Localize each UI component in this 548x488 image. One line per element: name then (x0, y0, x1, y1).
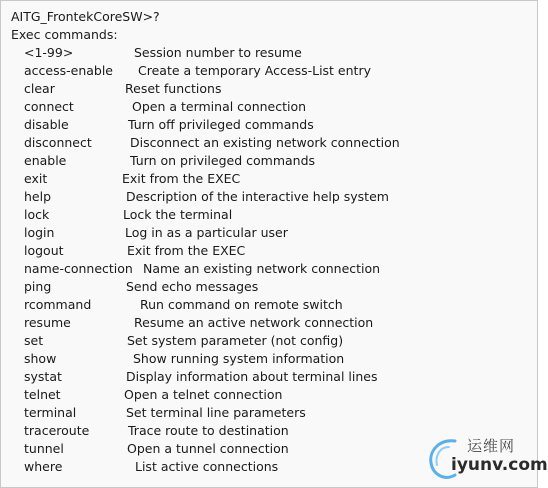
command-name: lock (24, 207, 50, 222)
prompt-line: AITG_FrontekCoreSW>? (11, 9, 160, 24)
command-row (1, 278, 537, 296)
command-name: tunnel (24, 441, 64, 456)
command-row (1, 260, 537, 278)
command-row (1, 152, 537, 170)
command-name: telnet (24, 387, 61, 402)
command-row (1, 314, 537, 332)
command-row (1, 386, 537, 404)
command-name: login (24, 225, 55, 240)
command-name: terminal (24, 405, 77, 420)
command-name: ping (24, 279, 52, 294)
command-name: exit (24, 171, 48, 186)
command-description: Session number to resume (134, 45, 302, 60)
command-name: connect (24, 99, 74, 114)
command-name: <1-99> (24, 45, 74, 60)
command-description: Display information about terminal lines (126, 369, 378, 384)
command-name: resume (24, 315, 71, 330)
command-row (1, 44, 537, 62)
command-name: set (24, 333, 44, 348)
command-name: access-enable (24, 63, 114, 78)
command-description: Resume an active network connection (134, 315, 374, 330)
command-description: Turn off privileged commands (128, 117, 314, 132)
command-row (1, 296, 537, 314)
command-name: rcommand (24, 297, 92, 312)
command-name: disconnect (24, 135, 92, 150)
command-description: Log in as a particular user (125, 225, 288, 240)
command-row (1, 134, 537, 152)
command-row (1, 98, 537, 116)
command-name: disable (24, 117, 69, 132)
command-description: Disconnect an existing network connection (130, 135, 400, 150)
command-row (1, 332, 537, 350)
command-name: clear (24, 81, 55, 96)
command-row (1, 242, 537, 260)
command-description: List active connections (135, 459, 279, 474)
command-name: show (24, 351, 57, 366)
command-row (1, 188, 537, 206)
command-name: where (24, 459, 63, 474)
command-row (1, 224, 537, 242)
command-description: Exit from the EXEC (127, 243, 246, 258)
command-description: Send echo messages (126, 279, 259, 294)
command-name: logout (24, 243, 64, 258)
command-description: Lock the terminal (123, 207, 233, 222)
command-description: Set system parameter (not config) (127, 333, 344, 348)
command-description: Open a terminal connection (132, 99, 307, 114)
command-description: Create a temporary Access-List entry (138, 63, 371, 78)
exec-commands-header: Exec commands: (11, 27, 118, 42)
site-watermark (425, 433, 548, 483)
command-description: Turn on privileged commands (130, 153, 316, 168)
command-description: Open a tunnel connection (127, 441, 289, 456)
command-name: name-connection (24, 261, 133, 276)
watermark-cn-text: 运维网 (467, 437, 516, 455)
command-row (1, 404, 537, 422)
command-description: Set terminal line parameters (126, 405, 306, 420)
watermark-en-text: iyunv.com (451, 455, 548, 475)
command-description: Open a telnet connection (124, 387, 283, 402)
command-description: Reset functions (125, 81, 222, 96)
command-row (1, 62, 537, 80)
command-description: Trace route to destination (128, 423, 289, 438)
command-description: Description of the interactive help system (126, 189, 389, 204)
command-description: Name an existing network connection (143, 261, 381, 276)
command-name: enable (24, 153, 67, 168)
command-row (1, 80, 537, 98)
command-description: Show running system information (133, 351, 345, 366)
command-name: help (24, 189, 52, 204)
command-row (1, 368, 537, 386)
command-description: Run command on remote switch (140, 297, 343, 312)
command-row (1, 170, 537, 188)
command-description: Exit from the EXEC (122, 171, 241, 186)
command-name: systat (24, 369, 62, 384)
command-name: traceroute (24, 423, 90, 438)
command-row (1, 206, 537, 224)
command-row (1, 350, 537, 368)
command-row (1, 116, 537, 134)
